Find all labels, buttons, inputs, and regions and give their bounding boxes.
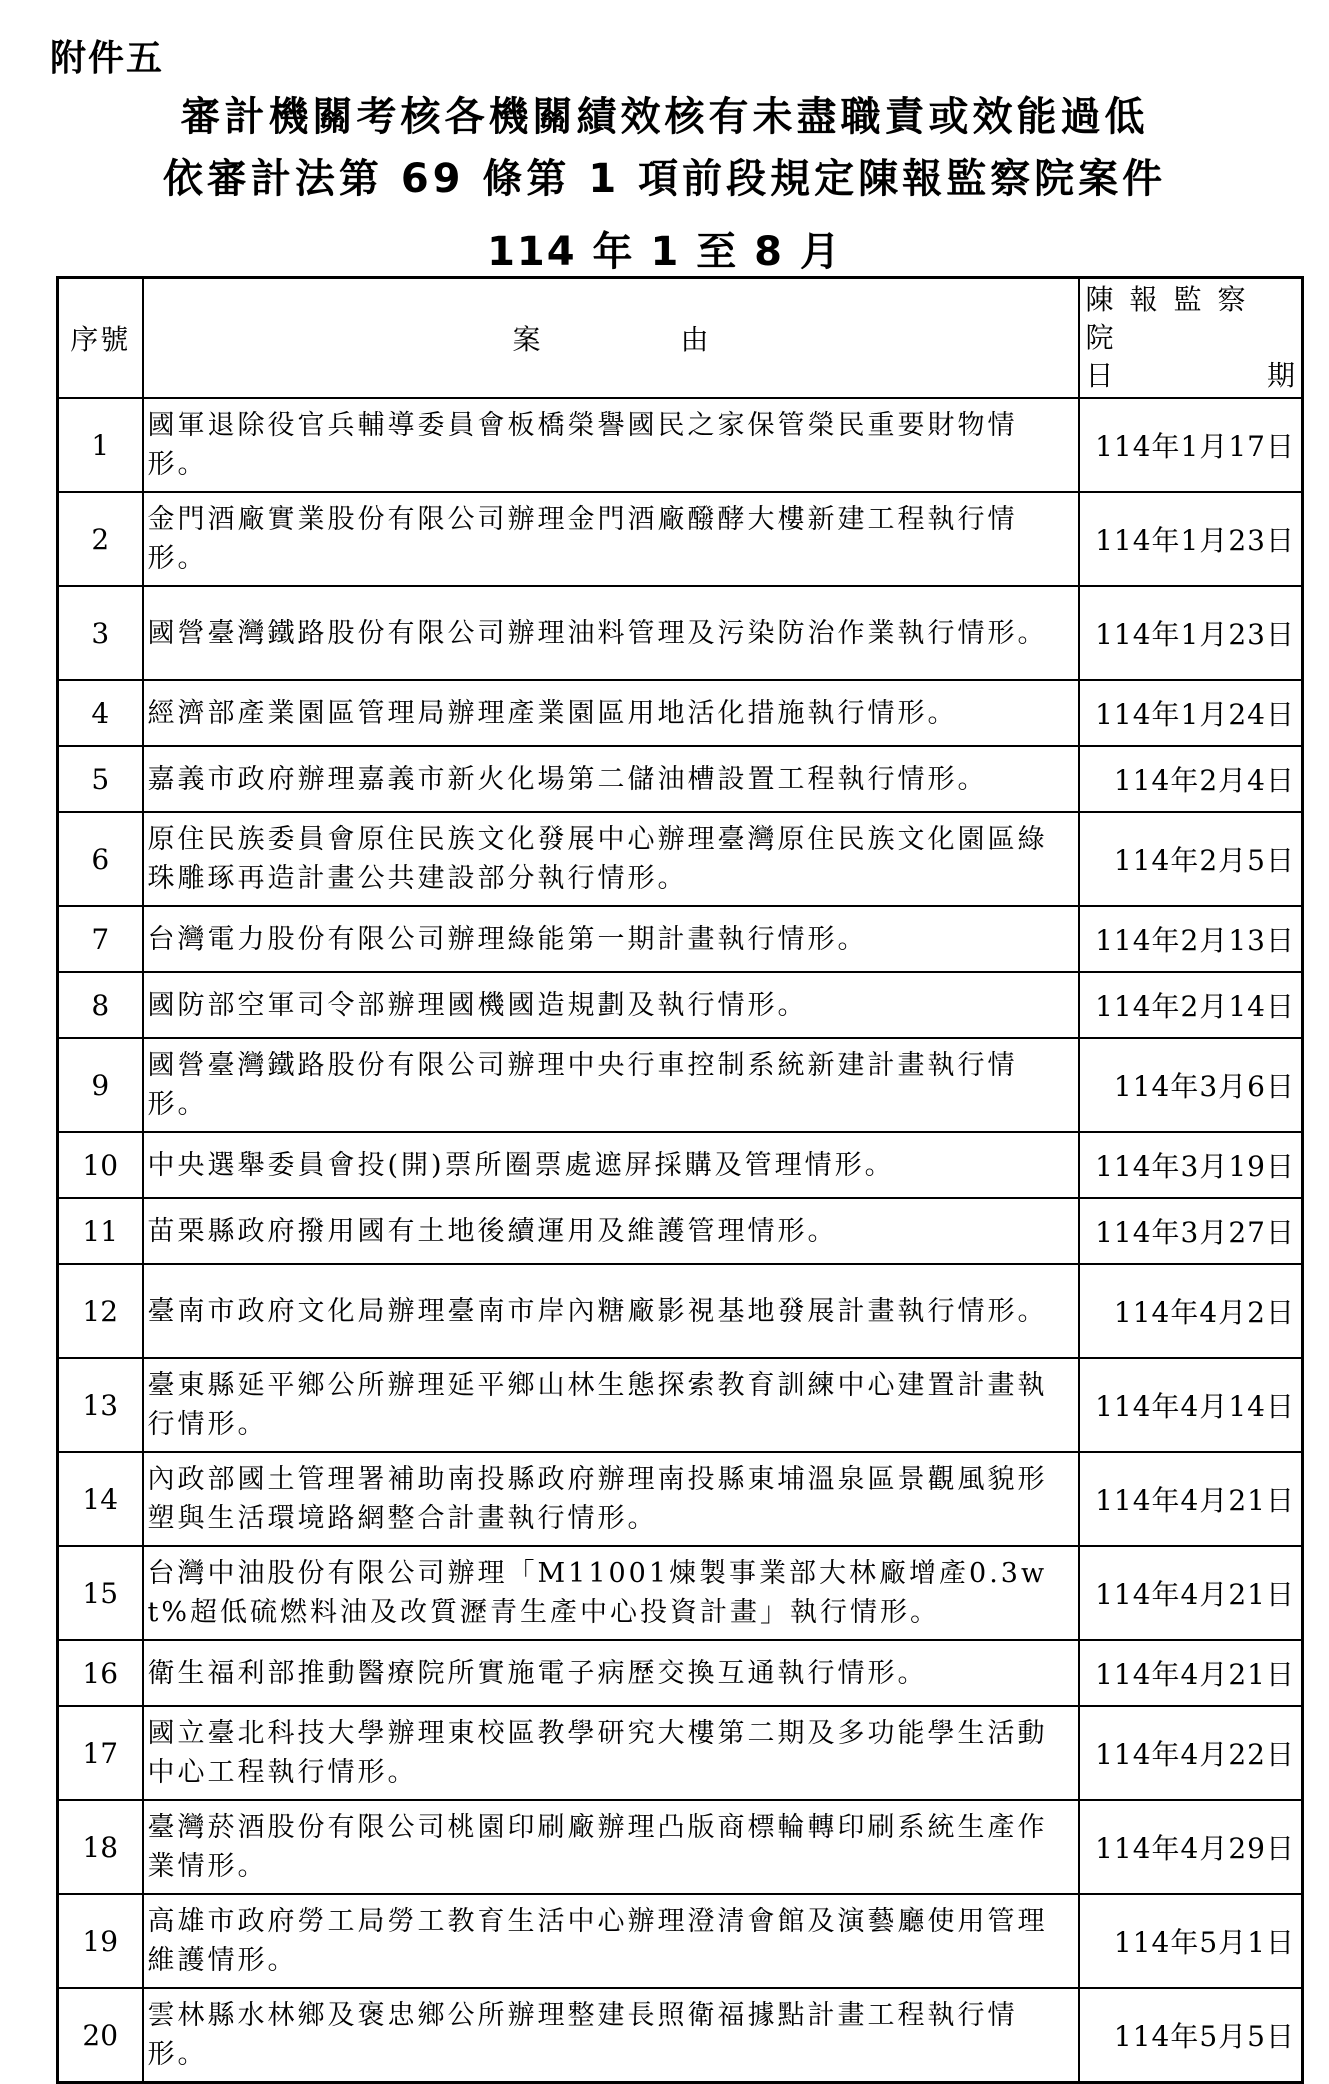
annex-label: 附件五 <box>50 38 165 79</box>
table-header-row <box>58 278 1303 399</box>
document-title-line-2: 依審計法第 69 條第 1 項前段規定陳報監察院案件 <box>162 156 1167 202</box>
row-date: 114年4月21日 <box>1079 1640 1303 1706</box>
row-date: 114年1月24日 <box>1079 680 1303 746</box>
row-date: 114年4月29日 <box>1079 1800 1303 1894</box>
row-date: 114年1月23日 <box>1079 586 1303 680</box>
row-number: 18 <box>58 1800 143 1894</box>
row-case: 嘉義市政府辦理嘉義市新火化場第二儲油槽設置工程執行情形。 <box>143 746 1079 812</box>
row-number: 3 <box>58 586 143 680</box>
row-case: 台灣電力股份有限公司辦理綠能第一期計畫執行情形。 <box>143 906 1079 972</box>
row-number: 13 <box>58 1358 143 1452</box>
row-number: 14 <box>58 1452 143 1546</box>
table-row <box>58 746 1303 812</box>
table-row <box>58 680 1303 746</box>
row-date: 114年4月2日 <box>1079 1264 1303 1358</box>
row-number: 6 <box>58 812 143 906</box>
row-date: 114年3月27日 <box>1079 1198 1303 1264</box>
table-row <box>58 1264 1303 1358</box>
row-number: 12 <box>58 1264 143 1358</box>
header-report-date-char-2: 期 <box>1266 359 1295 392</box>
row-case: 國營臺灣鐵路股份有限公司辦理中央行車控制系統新建計畫執行情形。 <box>143 1038 1079 1132</box>
row-case: 金門酒廠實業股份有限公司辦理金門酒廠醱酵大樓新建工程執行情形。 <box>143 492 1079 586</box>
header-report-date-line-2 <box>1086 357 1296 395</box>
header-serial-number: 序號 <box>58 278 143 399</box>
row-case: 雲林縣水林鄉及褒忠鄉公所辦理整建長照衛福據點計畫工程執行情形。 <box>143 1988 1079 2083</box>
header-case <box>143 278 1079 399</box>
row-case: 國防部空軍司令部辦理國機國造規劃及執行情形。 <box>143 972 1079 1038</box>
row-case: 臺南市政府文化局辦理臺南市岸內糖廠影視基地發展計畫執行情形。 <box>143 1264 1079 1358</box>
table-row <box>58 1132 1303 1198</box>
header-case-label: 案由 <box>512 323 849 356</box>
row-number: 20 <box>58 1988 143 2083</box>
row-number: 17 <box>58 1706 143 1800</box>
row-date: 114年1月23日 <box>1079 492 1303 586</box>
table-row <box>58 1988 1303 2083</box>
table-row <box>58 1198 1303 1264</box>
row-date: 114年2月5日 <box>1079 812 1303 906</box>
table-row <box>58 1640 1303 1706</box>
document-title-line-1: 審計機關考核各機關績效核有未盡職責或效能過低 <box>180 94 1149 140</box>
row-number: 8 <box>58 972 143 1038</box>
row-date: 114年2月13日 <box>1079 906 1303 972</box>
row-number: 10 <box>58 1132 143 1198</box>
row-number: 9 <box>58 1038 143 1132</box>
row-number: 15 <box>58 1546 143 1640</box>
row-date: 114年5月5日 <box>1079 1988 1303 2083</box>
table-row <box>58 1546 1303 1640</box>
row-number: 2 <box>58 492 143 586</box>
row-number: 4 <box>58 680 143 746</box>
row-date: 114年4月14日 <box>1079 1358 1303 1452</box>
row-case: 經濟部產業園區管理局辦理產業園區用地活化措施執行情形。 <box>143 680 1079 746</box>
row-number: 1 <box>58 398 143 492</box>
table-row <box>58 972 1303 1038</box>
table-row <box>58 812 1303 906</box>
table-row <box>58 398 1303 492</box>
row-case: 原住民族委員會原住民族文化發展中心辦理臺灣原住民族文化園區綠珠雕琢再造計畫公共建設部分執行情形。 <box>143 812 1079 906</box>
table-row <box>58 1452 1303 1546</box>
row-date: 114年2月4日 <box>1079 746 1303 812</box>
row-case: 衛生福利部推動醫療院所實施電子病歷交換互通執行情形。 <box>143 1640 1079 1706</box>
row-number: 7 <box>58 906 143 972</box>
row-case: 內政部國土管理署補助南投縣政府辦理南投縣東埔溫泉區景觀風貌形塑與生活環境路網整合計畫執行情形。 <box>143 1452 1079 1546</box>
row-number: 16 <box>58 1640 143 1706</box>
row-case: 中央選舉委員會投(開)票所圈票處遮屏採購及管理情形。 <box>143 1132 1079 1198</box>
table-row <box>58 1706 1303 1800</box>
table-row <box>58 1358 1303 1452</box>
table-row <box>58 1800 1303 1894</box>
row-case: 高雄市政府勞工局勞工教育生活中心辦理澄清會館及演藝廳使用管理維護情形。 <box>143 1894 1079 1988</box>
row-date: 114年4月21日 <box>1079 1452 1303 1546</box>
header-report-date <box>1079 278 1303 399</box>
row-case: 苗栗縣政府撥用國有土地後續運用及維護管理情形。 <box>143 1198 1079 1264</box>
header-report-date-char-1: 日 <box>1085 359 1114 392</box>
table-row <box>58 1038 1303 1132</box>
row-date: 114年3月6日 <box>1079 1038 1303 1132</box>
row-case: 國軍退除役官兵輔導委員會板橋榮譽國民之家保管榮民重要財物情形。 <box>143 398 1079 492</box>
row-date: 114年4月22日 <box>1079 1706 1303 1800</box>
row-date: 114年2月14日 <box>1079 972 1303 1038</box>
table-row <box>58 906 1303 972</box>
row-date: 114年4月21日 <box>1079 1546 1303 1640</box>
row-case: 台灣中油股份有限公司辦理「M11001煉製事業部大林廠增產0.3wt%超低硫燃料油及改質瀝青生產中心投資計畫」執行情形。 <box>143 1546 1079 1640</box>
row-number: 19 <box>58 1894 143 1988</box>
row-case: 臺東縣延平鄉公所辦理延平鄉山林生態探索教育訓練中心建置計畫執行情形。 <box>143 1358 1079 1452</box>
reporting-period: 114 年 1 至 8 月 <box>487 229 842 275</box>
table-row <box>58 1894 1303 1988</box>
row-case: 國立臺北科技大學辦理東校區教學研究大樓第二期及多功能學生活動中心工程執行情形。 <box>143 1706 1079 1800</box>
row-number: 11 <box>58 1198 143 1264</box>
row-date: 114年1月17日 <box>1079 398 1303 492</box>
row-case: 臺灣菸酒股份有限公司桃園印刷廠辦理凸版商標輪轉印刷系統生產作業情形。 <box>143 1800 1079 1894</box>
table-row <box>58 586 1303 680</box>
row-date: 114年3月19日 <box>1079 1132 1303 1198</box>
row-date: 114年5月1日 <box>1079 1894 1303 1988</box>
case-table <box>56 276 1304 2084</box>
row-number: 5 <box>58 746 143 812</box>
table-row <box>58 492 1303 586</box>
header-report-date-line-1: 陳報監察院 <box>1085 283 1262 354</box>
row-case: 國營臺灣鐵路股份有限公司辦理油料管理及污染防治作業執行情形。 <box>143 586 1079 680</box>
